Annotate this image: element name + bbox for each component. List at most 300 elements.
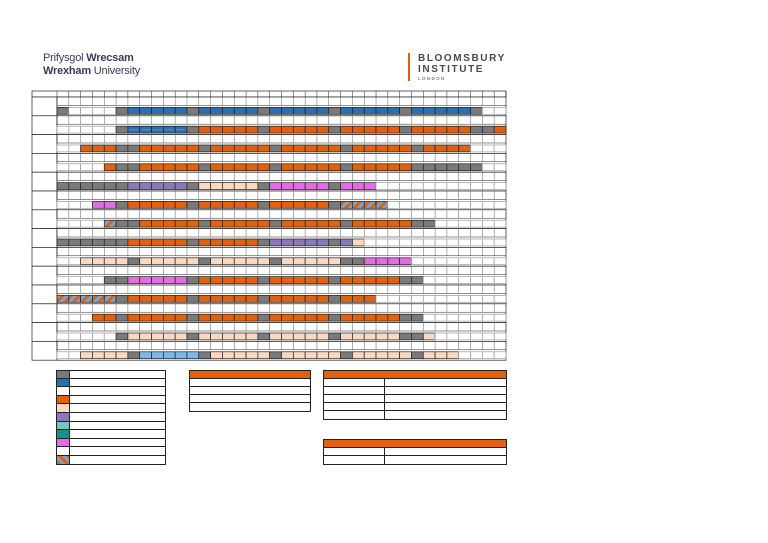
calendar-day-cell: [400, 126, 412, 133]
calendar-day-cell: [282, 126, 294, 133]
calendar-day-cell: [270, 126, 282, 133]
calendar-day-cell: [341, 239, 353, 246]
calendar-day-cell: [471, 126, 483, 133]
panel-row: [324, 456, 506, 464]
calendar-day-cell: [258, 295, 270, 302]
calendar-day-cell: [423, 107, 435, 114]
calendar-day-cell: [388, 314, 400, 321]
calendar-day-cell: [234, 333, 246, 340]
panel-row: [324, 395, 506, 403]
calendar-day-cell: [92, 239, 104, 246]
calendar-day-cell: [81, 258, 93, 265]
calendar-day-cell: [92, 352, 104, 359]
calendar-day-cell: [270, 277, 282, 284]
calendar-day-cell: [411, 239, 423, 246]
calendar-day-cell: [317, 183, 329, 190]
calendar-day-cell: [435, 201, 447, 208]
calendar-day-cell: [282, 239, 294, 246]
calendar-day-cell: [482, 126, 494, 133]
calendar-day-cell: [435, 183, 447, 190]
calendar-day-cell: [222, 277, 234, 284]
calendar-day-cell: [104, 145, 116, 152]
calendar-day-cell: [258, 201, 270, 208]
calendar-day-cell: [352, 107, 364, 114]
calendar-day-cell: [211, 239, 223, 246]
calendar-day-cell: [459, 352, 471, 359]
calendar-day-cell: [128, 107, 140, 114]
week-label-cell: [32, 116, 57, 135]
calendar-day-cell: [81, 277, 93, 284]
calendar-day-cell: [175, 258, 187, 265]
calendar-day-cell: [423, 145, 435, 152]
legend-swatch: [57, 379, 70, 387]
calendar-day-cell: [69, 220, 81, 227]
calendar-day-cell: [222, 239, 234, 246]
calendar-day-cell: [364, 295, 376, 302]
calendar-day-cell: [116, 183, 128, 190]
calendar-day-cell: [128, 183, 140, 190]
calendar-day-cell: [234, 314, 246, 321]
calendar-day-cell: [163, 314, 175, 321]
calendar-day-cell: [293, 333, 305, 340]
calendar-day-cell: [270, 164, 282, 171]
calendar-day-cell: [187, 239, 199, 246]
calendar-day-cell: [152, 220, 164, 227]
calendar-day-cell: [163, 164, 175, 171]
calendar-day-cell: [376, 201, 388, 208]
calendar-day-cell: [376, 164, 388, 171]
calendar-day-cell: [364, 239, 376, 246]
calendar-day-cell: [482, 352, 494, 359]
calendar-day-cell: [175, 314, 187, 321]
calendar-day-cell: [364, 258, 376, 265]
calendar-day-cell: [57, 277, 69, 284]
calendar-day-cell: [423, 352, 435, 359]
calendar-day-stripe: [164, 129, 174, 130]
calendar-day-cell: [400, 220, 412, 227]
calendar-day-cell: [305, 183, 317, 190]
calendar-day-cell: [459, 126, 471, 133]
panel-row: [190, 395, 310, 403]
panel-row: [324, 387, 506, 395]
calendar-day-cell: [163, 201, 175, 208]
calendar-day-cell: [116, 277, 128, 284]
week-label-cell: [32, 341, 57, 360]
calendar-day-cell: [317, 126, 329, 133]
calendar-legend: [56, 370, 166, 465]
calendar-day-cell: [352, 314, 364, 321]
calendar-day-cell: [92, 333, 104, 340]
calendar-day-cell: [376, 239, 388, 246]
calendar-day-cell: [305, 107, 317, 114]
calendar-day-cell: [211, 352, 223, 359]
calendar-day-cell: [482, 220, 494, 227]
panel-row: [324, 403, 506, 411]
calendar-day-cell: [435, 164, 447, 171]
calendar-day-cell: [423, 295, 435, 302]
calendar-day-cell: [317, 314, 329, 321]
calendar-day-cell: [234, 220, 246, 227]
panel-a-header: [190, 371, 310, 379]
calendar-day-cell: [447, 333, 459, 340]
calendar-day-cell: [494, 314, 506, 321]
calendar-day-cell: [163, 277, 175, 284]
calendar-day-cell: [81, 220, 93, 227]
calendar-day-cell: [104, 258, 116, 265]
calendar-day-cell: [246, 220, 258, 227]
calendar-day-cell: [163, 258, 175, 265]
calendar-day-cell: [199, 145, 211, 152]
calendar-day-cell: [128, 352, 140, 359]
calendar-day-cell: [81, 126, 93, 133]
calendar-day-cell: [81, 352, 93, 359]
legend-swatch: [57, 439, 70, 447]
calendar-day-cell: [140, 239, 152, 246]
calendar-day-cell: [435, 239, 447, 246]
calendar-day-cell: [329, 220, 341, 227]
calendar-day-cell: [376, 277, 388, 284]
calendar-day-cell: [459, 220, 471, 227]
calendar-day-cell: [423, 314, 435, 321]
calendar-day-cell: [400, 314, 412, 321]
calendar-day-cell: [482, 145, 494, 152]
calendar-day-cell: [92, 295, 104, 302]
calendar-day-cell: [423, 126, 435, 133]
calendar-day-cell: [293, 145, 305, 152]
calendar-day-cell: [447, 295, 459, 302]
calendar-day-cell: [199, 126, 211, 133]
calendar-day-cell: [411, 126, 423, 133]
calendar-day-cell: [222, 183, 234, 190]
calendar-day-cell: [234, 352, 246, 359]
calendar-day-cell: [163, 333, 175, 340]
calendar-day-cell: [246, 145, 258, 152]
panel-row: [190, 379, 310, 387]
calendar-day-cell: [222, 295, 234, 302]
calendar-day-cell: [471, 352, 483, 359]
calendar-day-cell: [116, 239, 128, 246]
legend-row: [56, 456, 166, 465]
calendar-day-cell: [459, 314, 471, 321]
calendar-day-cell: [104, 107, 116, 114]
calendar-day-cell: [411, 352, 423, 359]
calendar-day-cell: [175, 164, 187, 171]
calendar-day-cell: [246, 164, 258, 171]
calendar-day-cell: [234, 107, 246, 114]
week-label-cell: [32, 153, 57, 172]
calendar-day-cell: [140, 183, 152, 190]
calendar-day-cell: [187, 107, 199, 114]
calendar-day-cell: [293, 220, 305, 227]
calendar-day-cell: [388, 295, 400, 302]
calendar-day-cell: [305, 295, 317, 302]
calendar-day-cell: [329, 183, 341, 190]
logo-word-london: LONDON: [418, 76, 446, 81]
calendar-day-cell: [411, 314, 423, 321]
calendar-day-cell: [104, 314, 116, 321]
calendar-day-cell: [282, 107, 294, 114]
calendar-day-cell: [222, 164, 234, 171]
calendar-day-cell: [199, 333, 211, 340]
calendar-day-cell: [447, 277, 459, 284]
info-panel-b: [323, 370, 507, 420]
calendar-day-cell: [211, 145, 223, 152]
logo-line-welsh: Prifysgol Wrecsam: [43, 52, 134, 64]
calendar-day-cell: [329, 258, 341, 265]
calendar-day-cell: [152, 239, 164, 246]
calendar-day-cell: [163, 220, 175, 227]
calendar-day-cell: [423, 258, 435, 265]
calendar-day-cell: [187, 295, 199, 302]
calendar-day-cell: [116, 164, 128, 171]
week-label-cell: [32, 135, 57, 154]
calendar-day-cell: [494, 239, 506, 246]
calendar-day-cell: [388, 220, 400, 227]
calendar-day-cell: [435, 314, 447, 321]
calendar-day-cell: [341, 145, 353, 152]
calendar-day-cell: [471, 164, 483, 171]
calendar-day-cell: [92, 258, 104, 265]
calendar-day-cell: [352, 126, 364, 133]
calendar-day-cell: [270, 352, 282, 359]
calendar-day-cell: [376, 333, 388, 340]
calendar-day-cell: [187, 352, 199, 359]
calendar-day-cell: [57, 107, 69, 114]
calendar-day-cell: [471, 220, 483, 227]
calendar-day-cell: [411, 220, 423, 227]
calendar-day-cell: [459, 258, 471, 265]
calendar-day-cell: [376, 295, 388, 302]
legend-swatch: [57, 456, 70, 464]
legend-swatch: [57, 396, 70, 404]
calendar-day-cell: [352, 164, 364, 171]
panel-row: [324, 448, 506, 456]
panel-row: [324, 411, 506, 419]
calendar-day-cell: [400, 352, 412, 359]
calendar-day-cell: [423, 239, 435, 246]
calendar-day-cell: [447, 239, 459, 246]
calendar-day-cell: [81, 164, 93, 171]
calendar-day-cell: [199, 314, 211, 321]
calendar-day-cell: [400, 295, 412, 302]
calendar-day-cell: [69, 183, 81, 190]
calendar-day-cell: [376, 107, 388, 114]
calendar-day-cell: [329, 145, 341, 152]
calendar-day-cell: [152, 295, 164, 302]
calendar-day-cell: [116, 107, 128, 114]
calendar-day-cell: [211, 314, 223, 321]
calendar-day-cell: [222, 220, 234, 227]
calendar-day-cell: [222, 314, 234, 321]
calendar-day-cell: [411, 107, 423, 114]
calendar-day-cell: [282, 277, 294, 284]
calendar-day-cell: [152, 314, 164, 321]
week-label-cell: [32, 210, 57, 229]
calendar-day-cell: [435, 145, 447, 152]
legend-row: [56, 387, 166, 396]
calendar-day-cell: [293, 201, 305, 208]
calendar-day-cell: [423, 220, 435, 227]
logo-line-english: Wrexham University: [43, 65, 141, 77]
calendar-day-cell: [352, 352, 364, 359]
week-label-cell: [32, 191, 57, 210]
week-label-cell: [32, 97, 57, 116]
calendar-day-cell: [246, 333, 258, 340]
calendar-day-cell: [282, 333, 294, 340]
calendar-day-cell: [57, 239, 69, 246]
calendar-day-cell: [258, 333, 270, 340]
legend-row: [56, 379, 166, 388]
calendar-day-cell: [128, 277, 140, 284]
calendar-day-cell: [305, 239, 317, 246]
calendar-day-cell: [116, 352, 128, 359]
calendar-day-cell: [140, 314, 152, 321]
calendar-day-cell: [175, 277, 187, 284]
calendar-day-cell: [211, 164, 223, 171]
calendar-day-cell: [341, 107, 353, 114]
calendar-day-cell: [341, 126, 353, 133]
week-label-cell: [32, 247, 57, 266]
calendar-day-cell: [258, 352, 270, 359]
calendar-day-cell: [293, 258, 305, 265]
calendar-day-cell: [104, 333, 116, 340]
calendar-day-cell: [187, 126, 199, 133]
calendar-day-cell: [411, 258, 423, 265]
calendar-day-cell: [270, 314, 282, 321]
panel-row: [190, 403, 310, 411]
calendar-day-cell: [57, 164, 69, 171]
calendar-day-cell: [69, 201, 81, 208]
calendar-day-cell: [341, 352, 353, 359]
calendar-day-cell: [471, 239, 483, 246]
calendar-day-cell: [258, 314, 270, 321]
calendar-day-cell: [352, 201, 364, 208]
panel-divider: [384, 411, 385, 419]
calendar-day-cell: [175, 352, 187, 359]
calendar-day-cell: [305, 145, 317, 152]
calendar-day-cell: [140, 201, 152, 208]
calendar-day-cell: [81, 107, 93, 114]
calendar-day-cell: [57, 220, 69, 227]
calendar-day-cell: [258, 277, 270, 284]
calendar-day-cell: [305, 277, 317, 284]
info-panel-a: [189, 370, 311, 412]
calendar-day-cell: [400, 258, 412, 265]
calendar-day-cell: [352, 145, 364, 152]
calendar-day-cell: [104, 183, 116, 190]
calendar-day-cell: [411, 145, 423, 152]
calendar-day-cell: [81, 183, 93, 190]
calendar-day-cell: [128, 258, 140, 265]
calendar-day-cell: [411, 201, 423, 208]
calendar-day-cell: [352, 333, 364, 340]
calendar-day-cell: [69, 164, 81, 171]
calendar-day-cell: [471, 145, 483, 152]
calendar-day-cell: [400, 107, 412, 114]
calendar-day-cell: [400, 183, 412, 190]
calendar-day-cell: [329, 352, 341, 359]
calendar-day-cell: [459, 277, 471, 284]
calendar-day-cell: [104, 352, 116, 359]
panel-divider: [384, 403, 385, 410]
calendar-day-cell: [329, 314, 341, 321]
panel-divider: [384, 379, 385, 386]
calendar-day-cell: [69, 258, 81, 265]
calendar-day-cell: [341, 220, 353, 227]
calendar-day-cell: [246, 183, 258, 190]
logo-word-institute: INSTITUTE: [418, 64, 485, 75]
calendar-day-cell: [211, 183, 223, 190]
calendar-day-cell: [447, 107, 459, 114]
calendar-day-cell: [494, 183, 506, 190]
calendar-day-cell: [116, 314, 128, 321]
panel-divider: [384, 395, 385, 402]
calendar-day-cell: [175, 333, 187, 340]
calendar-day-cell: [222, 201, 234, 208]
calendar-day-cell: [435, 295, 447, 302]
calendar-day-cell: [246, 314, 258, 321]
calendar-day-cell: [376, 183, 388, 190]
calendar-day-cell: [435, 277, 447, 284]
legend-row: [56, 447, 166, 456]
calendar-day-cell: [270, 201, 282, 208]
calendar-day-cell: [423, 183, 435, 190]
calendar-day-cell: [423, 164, 435, 171]
info-panel-c: [323, 439, 507, 465]
calendar-day-cell: [175, 201, 187, 208]
calendar-day-cell: [364, 277, 376, 284]
calendar-day-cell: [104, 239, 116, 246]
week-label-cell: [32, 266, 57, 285]
calendar-day-cell: [116, 333, 128, 340]
calendar-day-cell: [175, 183, 187, 190]
calendar-day-cell: [352, 258, 364, 265]
calendar-day-cell: [211, 258, 223, 265]
calendar-day-cell: [81, 314, 93, 321]
calendar-day-cell: [341, 333, 353, 340]
calendar-day-cell: [364, 126, 376, 133]
calendar-day-cell: [376, 314, 388, 321]
calendar-day-cell: [494, 295, 506, 302]
calendar-day-cell: [128, 333, 140, 340]
calendar-day-cell: [482, 239, 494, 246]
calendar-day-cell: [435, 258, 447, 265]
calendar-day-stripe: [153, 129, 163, 130]
legend-row: [56, 404, 166, 413]
calendar-day-cell: [222, 145, 234, 152]
calendar-day-cell: [199, 183, 211, 190]
calendar-day-cell: [69, 352, 81, 359]
panel-divider: [384, 456, 385, 464]
calendar-day-cell: [69, 295, 81, 302]
calendar-day-cell: [234, 295, 246, 302]
calendar-day-cell: [471, 107, 483, 114]
calendar-day-cell: [494, 220, 506, 227]
calendar-day-cell: [482, 183, 494, 190]
calendar-day-cell: [400, 239, 412, 246]
calendar-day-cell: [128, 295, 140, 302]
calendar-day-cell: [471, 201, 483, 208]
calendar-day-cell: [400, 164, 412, 171]
panel-divider: [384, 387, 385, 394]
calendar-day-cell: [69, 145, 81, 152]
panel-b-header: [324, 371, 506, 379]
calendar-day-cell: [447, 126, 459, 133]
calendar-day-cell: [282, 164, 294, 171]
calendar-day-cell: [388, 164, 400, 171]
week-label-cell: [32, 229, 57, 248]
calendar-day-cell: [435, 126, 447, 133]
